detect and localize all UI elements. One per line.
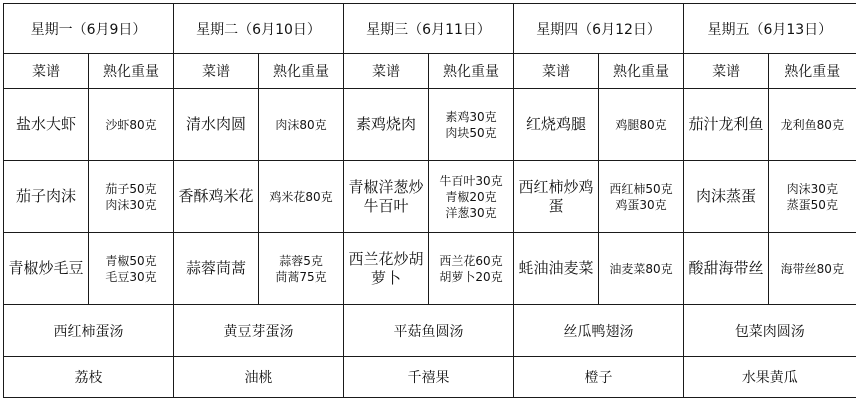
dish-weight-cell [429, 161, 514, 233]
soup-row [4, 305, 856, 357]
menu-header: 菜谱 [344, 54, 429, 89]
weight-line: 龙利鱼80克 [780, 117, 844, 132]
weight-line: 青椒20克 [445, 189, 497, 204]
day-header-wed: 星期三（6月11日） [344, 4, 514, 54]
menu-header: 菜谱 [4, 54, 89, 89]
dish-weight-cell [259, 89, 344, 161]
weight-header: 熟化重量 [429, 54, 514, 89]
dish-name-cell: 红烧鸡腿 [514, 89, 599, 161]
dish-rows [4, 89, 856, 305]
weight-line: 牛百叶30克 [439, 173, 503, 188]
weight-line: 蒜蓉5克 [279, 253, 323, 268]
menu-header: 菜谱 [174, 54, 259, 89]
day-header-fri: 星期五（6月13日） [684, 4, 856, 54]
dish-row [4, 89, 856, 161]
dish-weight-cell [89, 233, 174, 305]
weight-line: 肉块50克 [445, 125, 497, 140]
weight-line: 西兰花60克 [439, 253, 503, 268]
weekly-menu-table [3, 3, 856, 398]
fruit-cell: 荔枝 [4, 357, 174, 398]
dish-weight-cell [429, 233, 514, 305]
menu-header: 菜谱 [684, 54, 769, 89]
weight-line: 沙虾80克 [105, 117, 157, 132]
weight-line: 海带丝80克 [780, 261, 844, 276]
menu-header: 菜谱 [514, 54, 599, 89]
dish-name-cell: 青椒炒毛豆 [4, 233, 89, 305]
dish-weight-cell [89, 89, 174, 161]
soup-cell: 平菇鱼圆汤 [344, 305, 514, 357]
weight-line: 毛豆30克 [105, 269, 157, 284]
weight-header: 熟化重量 [599, 54, 684, 89]
soup-cell: 西红柿蛋汤 [4, 305, 174, 357]
fruit-row [4, 357, 856, 398]
weight-line: 素鸡30克 [445, 109, 497, 124]
weight-line: 肉沫30克 [105, 197, 157, 212]
soup-cell: 包菜肉圆汤 [684, 305, 856, 357]
weight-line: 鸡米花80克 [269, 189, 333, 204]
day-header-tue: 星期二（6月10日） [174, 4, 344, 54]
dish-name-cell: 酸甜海带丝 [684, 233, 769, 305]
weight-line: 胡萝卜20克 [439, 269, 503, 284]
weight-line: 青椒50克 [105, 253, 157, 268]
column-header-row [4, 54, 856, 89]
weight-line: 西红柿50克 [609, 181, 673, 196]
day-header-thu: 星期四（6月12日） [514, 4, 684, 54]
dish-row [4, 161, 856, 233]
weight-line: 蒸蛋50克 [786, 197, 838, 212]
weight-line: 肉沫30克 [786, 181, 838, 196]
weight-line: 油麦菜80克 [609, 261, 673, 276]
dish-name-cell: 香酥鸡米花 [174, 161, 259, 233]
fruit-cell: 橙子 [514, 357, 684, 398]
dish-weight-cell [769, 89, 856, 161]
dish-weight-cell [769, 233, 856, 305]
dish-name-cell: 清水肉圆 [174, 89, 259, 161]
dish-name-cell: 蚝油油麦菜 [514, 233, 599, 305]
weight-header: 熟化重量 [769, 54, 856, 89]
dish-name-cell: 茄汁龙利鱼 [684, 89, 769, 161]
dish-weight-cell [599, 233, 684, 305]
dish-weight-cell [599, 89, 684, 161]
dish-name-cell: 茄子肉沫 [4, 161, 89, 233]
fruit-cell: 千禧果 [344, 357, 514, 398]
day-header-mon: 星期一（6月9日） [4, 4, 174, 54]
dish-weight-cell [599, 161, 684, 233]
weight-line: 鸡腿80克 [615, 117, 667, 132]
dish-name-cell: 青椒洋葱炒牛百叶 [344, 161, 429, 233]
weight-header: 熟化重量 [259, 54, 344, 89]
soup-cell: 丝瓜鸭翅汤 [514, 305, 684, 357]
dish-weight-cell [89, 161, 174, 233]
day-header-row [4, 4, 856, 54]
weight-line: 肉沫80克 [275, 117, 327, 132]
dish-row [4, 233, 856, 305]
weight-line: 茼蒿75克 [275, 269, 327, 284]
fruit-cell: 水果黄瓜 [684, 357, 856, 398]
dish-name-cell: 素鸡烧肉 [344, 89, 429, 161]
dish-name-cell: 西兰花炒胡萝卜 [344, 233, 429, 305]
weight-line: 洋葱30克 [445, 205, 497, 220]
dish-weight-cell [259, 233, 344, 305]
dish-name-cell: 西红柿炒鸡蛋 [514, 161, 599, 233]
weight-line: 茄子50克 [105, 181, 157, 196]
fruit-cell: 油桃 [174, 357, 344, 398]
dish-name-cell: 肉沫蒸蛋 [684, 161, 769, 233]
dish-name-cell: 盐水大虾 [4, 89, 89, 161]
soup-cell: 黄豆芽蛋汤 [174, 305, 344, 357]
weight-line: 鸡蛋30克 [615, 197, 667, 212]
weight-header: 熟化重量 [89, 54, 174, 89]
dish-weight-cell [429, 89, 514, 161]
dish-weight-cell [769, 161, 856, 233]
dish-name-cell: 蒜蓉茼蒿 [174, 233, 259, 305]
dish-weight-cell [259, 161, 344, 233]
